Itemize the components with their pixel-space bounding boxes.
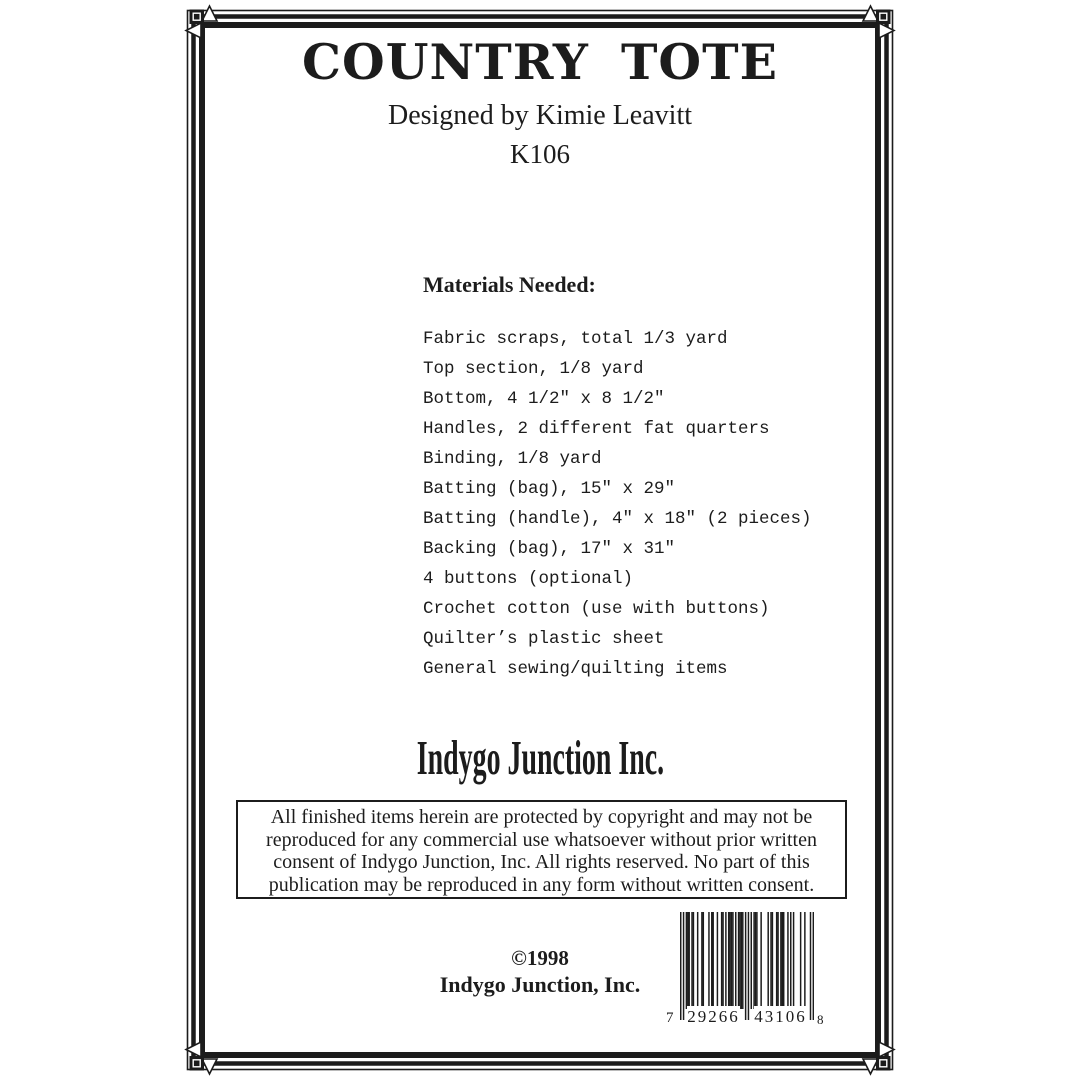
pattern-title: COUNTRY TOTE: [302, 33, 778, 91]
material-item: 4 buttons (optional): [423, 569, 634, 589]
copyright-line: publication may be reproduced in any form without written consent.: [268, 873, 815, 896]
barcode-digit-left: 7: [666, 1010, 674, 1026]
material-item: Handles, 2 different fat quarters: [423, 419, 770, 439]
copyright-line: reproduced for any commercial use whatsoever without prior written: [266, 828, 817, 851]
materials-list: [423, 324, 812, 684]
barcode-group-2: 43106: [754, 1007, 807, 1026]
barcode-digit-right: 8: [817, 1012, 824, 1027]
material-item: Quilter’s plastic sheet: [423, 629, 665, 649]
publisher-name: [187, 733, 893, 787]
barcode-group-1: 29266: [687, 1007, 740, 1026]
publisher-name-text: Indygo Junction Inc.: [416, 731, 664, 785]
material-item: Backing (bag), 17" x 31": [423, 539, 676, 559]
copyright-line: All finished items herein are protected by copyright and may not be: [270, 806, 813, 828]
material-item: General sewing/quilting items: [423, 659, 728, 679]
material-item: Crochet cotton (use with buttons): [423, 599, 770, 619]
copyright-year: ©1998: [511, 946, 569, 970]
barcode: [666, 912, 828, 1032]
material-item: Batting (bag), 15" x 29": [423, 479, 676, 499]
material-item: Batting (handle), 4" x 18" (2 pieces): [423, 509, 812, 529]
publisher-footer: Indygo Junction, Inc.: [439, 972, 641, 997]
material-item: Bottom, 4 1/2" x 8 1/2": [423, 389, 665, 409]
designer-credit: Designed by Kimie Leavitt: [387, 100, 693, 131]
pattern-number: K106: [510, 139, 570, 169]
copyright-line: consent of Indygo Junction, Inc. All rights reserved. No part of this: [273, 851, 810, 873]
material-item: Fabric scraps, total 1/3 yard: [423, 329, 728, 349]
materials-heading: Materials Needed:: [423, 272, 596, 297]
material-item: Top section, 1/8 yard: [423, 359, 644, 379]
material-item: Binding, 1/8 yard: [423, 449, 602, 469]
copyright-notice: [236, 800, 847, 899]
